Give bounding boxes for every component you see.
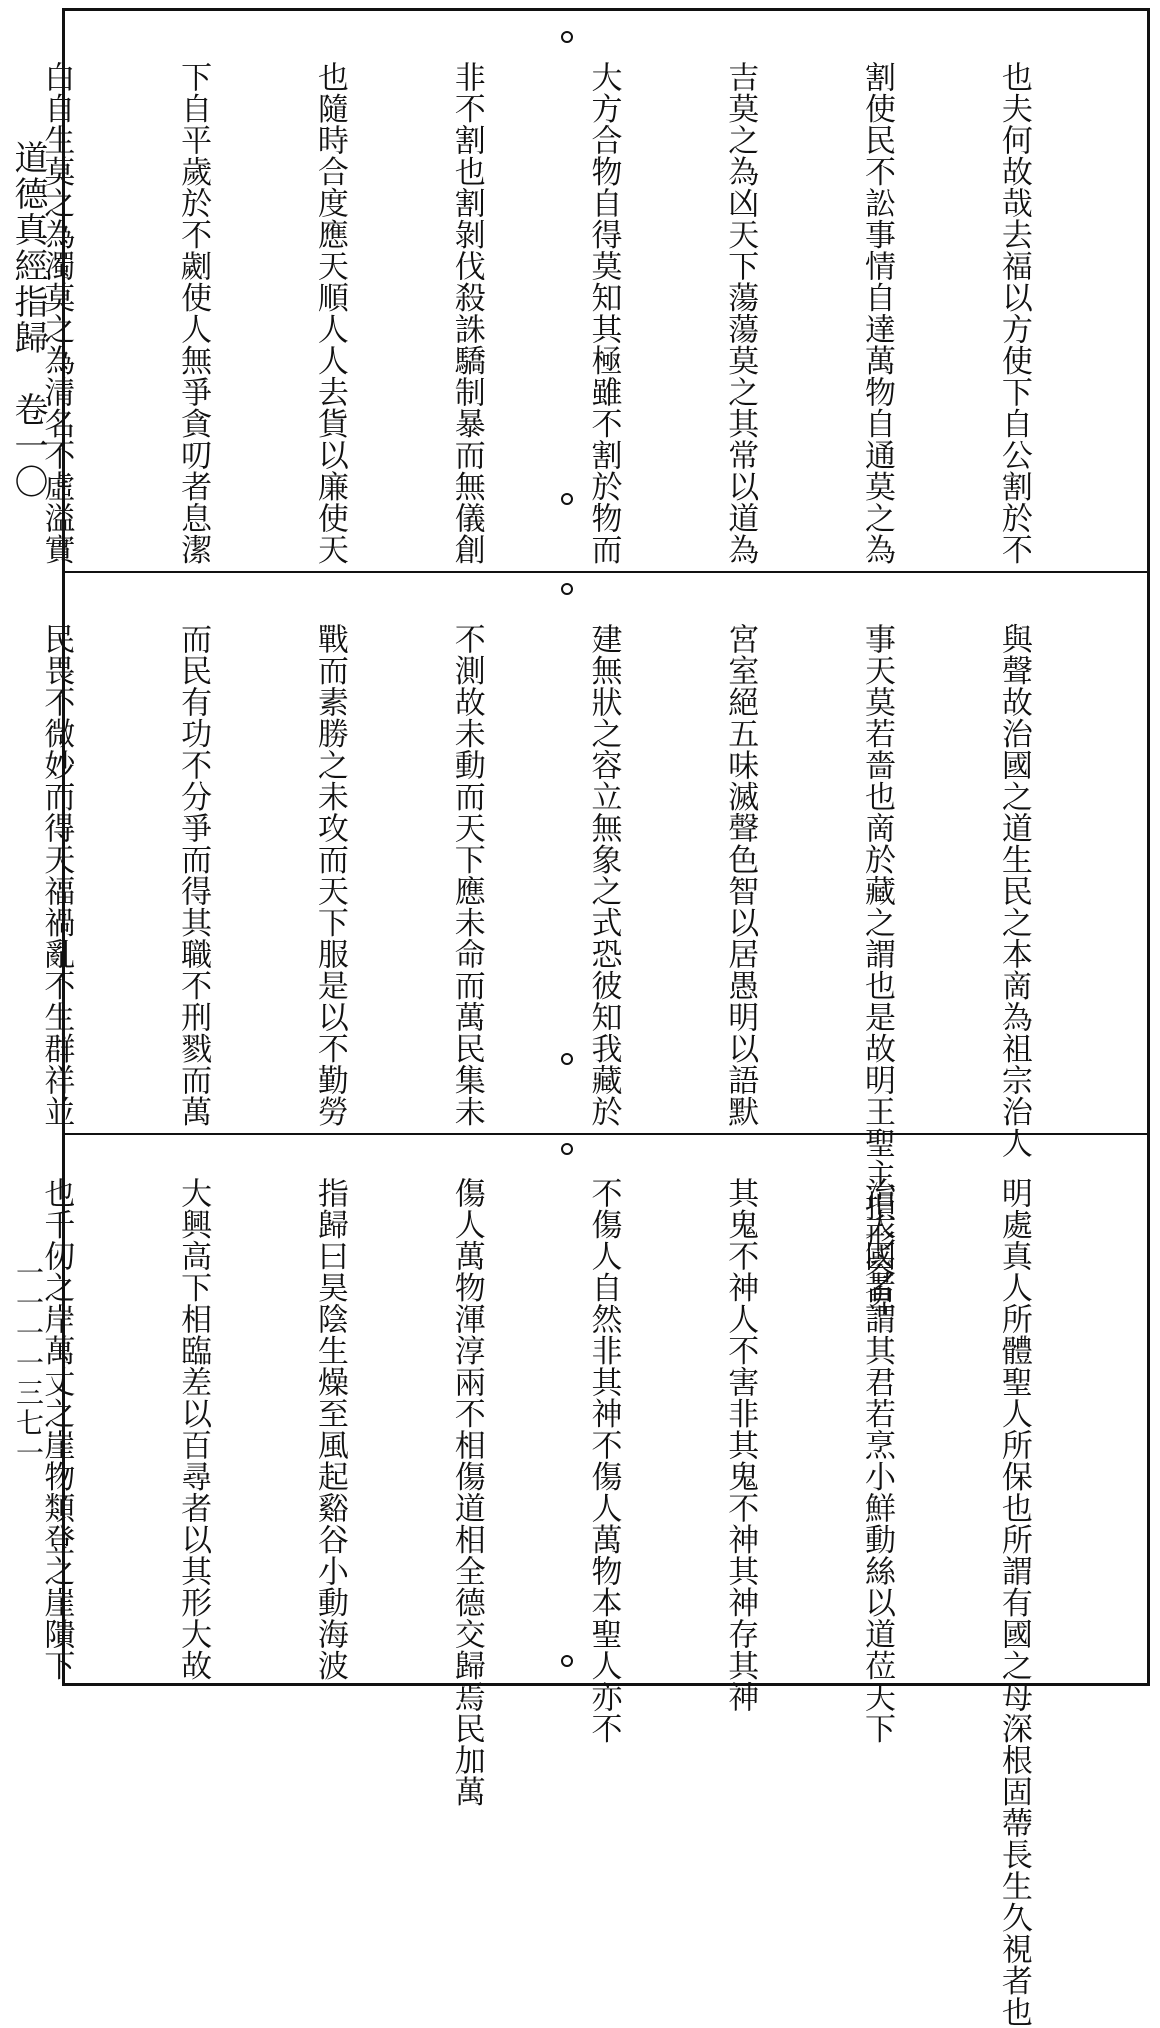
text-column: 民畏不微妙而得天福禍亂不生群祥並: [38, 623, 75, 1127]
text-column: 傷人萬物渾淳兩不相傷道相全德交歸焉民加萬: [448, 1177, 485, 1807]
text-column: 而民有功不分爭而得其職不刑戮而萬: [175, 623, 212, 1127]
text-column: 也隨時合度應天順人人去貨以廉使天: [311, 61, 348, 565]
circle-mark: [561, 31, 573, 43]
text-column: 非不割也割剝伐殺誅驕制暴而無儀創: [448, 61, 485, 565]
text-column: 大興高下相臨差以百尋者以其形大故: [175, 1177, 212, 1681]
text-panel-middle: [38, 573, 1147, 1316]
text-column: 下自平歲於不劌使人無爭貪叨者息潔: [175, 61, 212, 565]
margin-page-number: 一一一一三七一: [12, 1258, 45, 1468]
text-column: 建無狀之容立無象之式恐彼知我藏於: [585, 623, 622, 1127]
margin-title: 道德真經指歸 卷一〇: [8, 140, 48, 500]
text-column: 也千仞之岸萬丈之崖物類登之崖隤下: [38, 1177, 75, 1681]
panel-text: [0, 61, 1127, 565]
circle-mark: [561, 583, 573, 595]
text-column: 其鬼不神人不害非其鬼不神其神存其神: [722, 1177, 759, 1713]
text-column: 戰而素勝之未攻而天下服是以不勤勞: [311, 623, 348, 1127]
text-panel-upper: [38, 11, 1147, 573]
text-column: 不傷人自然非其神不傷人萬物本聖人亦不: [585, 1177, 622, 1744]
page-frame: [38, 8, 1150, 2028]
text-column: 割使民不訟事情自達萬物自通莫之為: [859, 61, 896, 565]
text-column: 治大國者謂其君若烹小鮮動絲以道莅天下: [859, 1177, 896, 1744]
circle-mark: [561, 1143, 573, 1155]
text-column: 白自生莫之為濁莫之為清名不虛溢實: [38, 61, 75, 565]
text-panel-lower: [38, 1135, 1147, 2028]
text-column: 不測故未動而天下應未命而萬民集未: [448, 623, 485, 1127]
text-column: 事天莫若嗇也啇於藏之謂也是故明王聖主損形容卑: [859, 623, 896, 1316]
panel-text: [0, 623, 1127, 1316]
text-column: 與聲故治國之道生民之本啇為祖宗治人: [995, 623, 1032, 1159]
text-column: 吉莫之為凶天下蕩蕩莫之其常以道為: [722, 61, 759, 565]
text-column: 指歸曰昊陰生燥至風起谿谷小動海波: [311, 1177, 348, 1681]
text-column: 明處真人所體聖人所保也所謂有國之母深根固蔕長生久視者也: [995, 1177, 1032, 2028]
text-column: 宮室絕五味滅聲色智以居愚明以語默: [722, 623, 759, 1127]
text-column: 也夫何故哉去福以方使下自公割於不: [995, 61, 1032, 565]
panel-text: [0, 1177, 1127, 2028]
text-column: 大方合物自得莫知其極雖不割於物而: [585, 61, 622, 565]
